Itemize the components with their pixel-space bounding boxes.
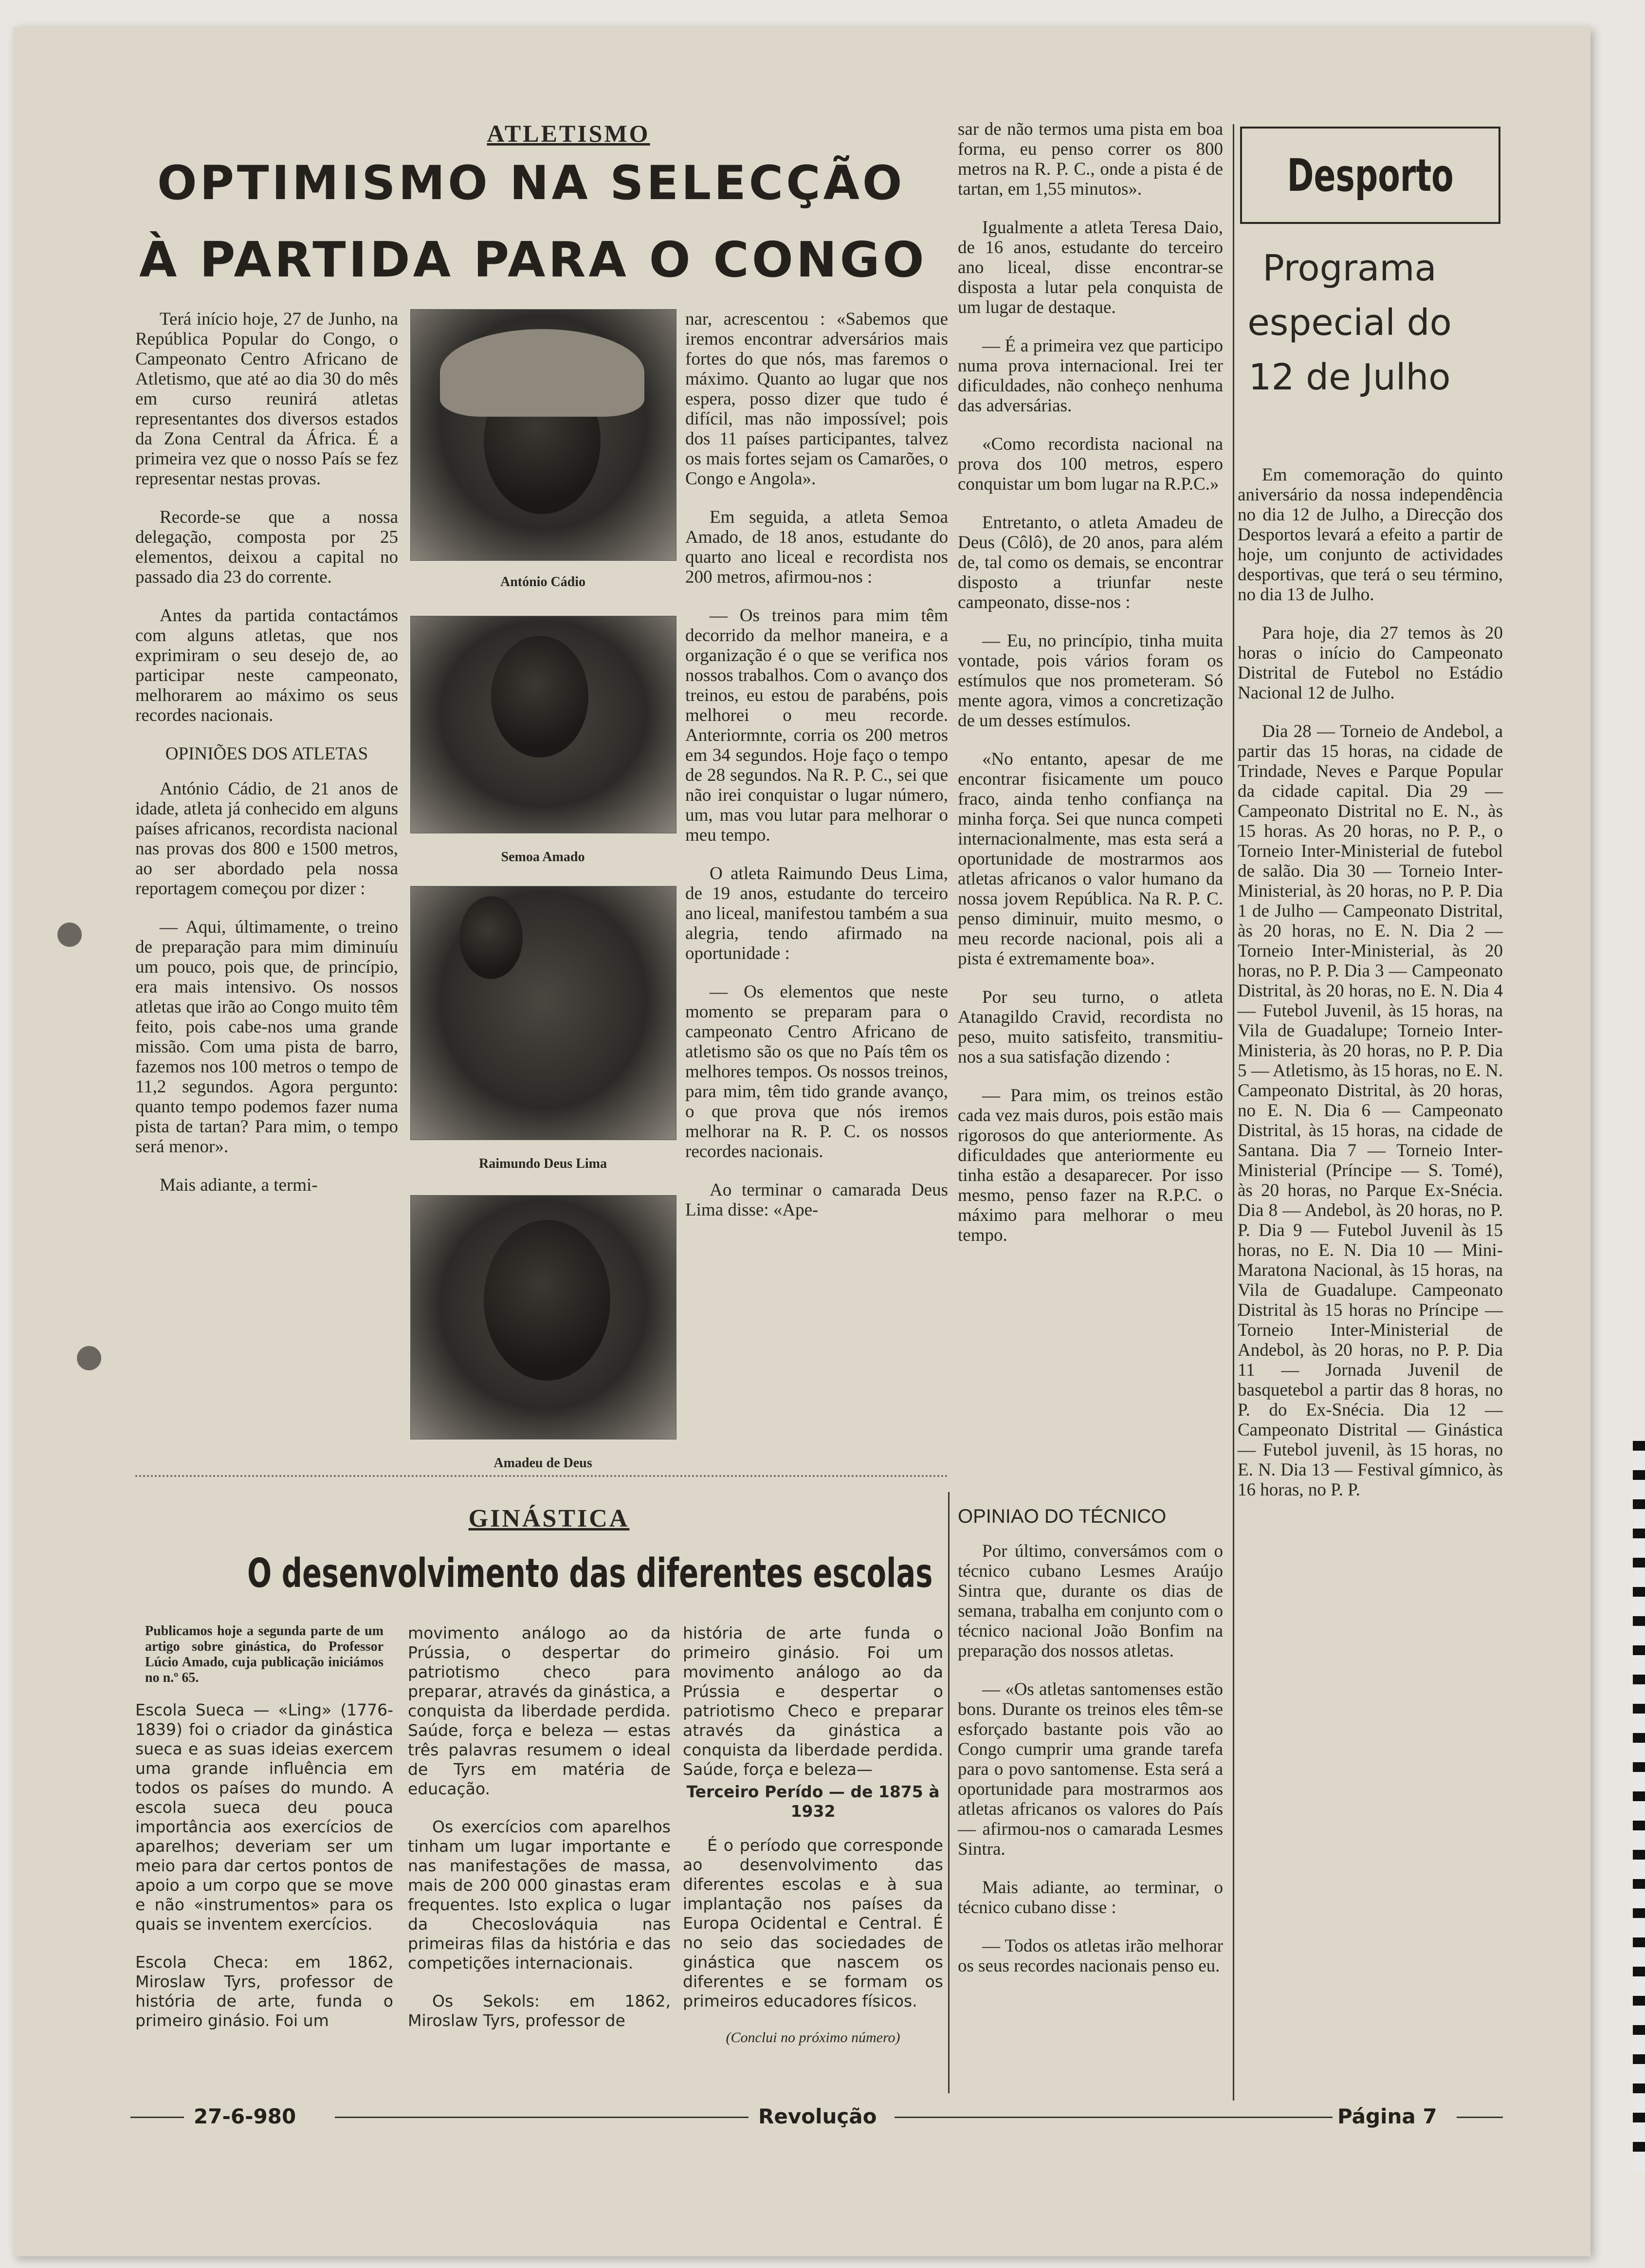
desporto-column — [1238, 465, 1503, 1518]
headline-line-1: OPTIMISMO NA SELECÇÃO — [157, 156, 905, 210]
paragraph: história de arte funda o primeiro ginásio. Foi um movimento análogo ao da Prússia e despertar o patriotismo Checo e preparar através da ginástica a conquista da liberdade perdida. Saúde, força e beleza— — [683, 1623, 943, 1779]
paragraph: Ao terminar o camarada Deus Lima disse: «Ape- — [685, 1180, 948, 1220]
paragraph: — É a primeira vez que participo numa prova internacional. Irei ter dificuldades, não conheço nenhuma das adversárias. — [958, 336, 1223, 416]
footer-date: 27-6-980 — [194, 2104, 296, 2128]
caption-raimundo-deus-lima: Raimundo Deus Lima — [479, 1156, 607, 1171]
ginastica-column-1 — [135, 1623, 393, 2049]
paragraph: Antes da partida contactámos com alguns atletas, que nos exprimiram o seu desejo de, ao participar neste campeonato, melhorarem ao máximo os seus recordes nacionais. — [135, 606, 398, 725]
footer-page-number: Página 7 — [1337, 2104, 1437, 2128]
paragraph: Entretanto, o atleta Amadeu de Deus (Côlô), de 20 anos, para além de, tal como os demais, se encontrar disposto a triunfar neste campeonato, disse-nos : — [958, 513, 1223, 612]
headline-line-2: À PARTIDA PARA O CONGO — [139, 231, 927, 288]
ginastica-intro: Publicamos hoje a segunda parte de um artigo sobre ginástica, do Professor Lúcio Amado, cuja publicação iniciámos no n.º 65. — [145, 1623, 384, 1685]
paragraph: Dia 28 — Torneio de Andebol, a partir das 15 horas, na cidade de Trindade, Neves e Parque Popular da cidade capital. Dia 29 — Campeonato Distrital no E. N., às 15 horas. As 20 horas, no P. P., o Torneio Inter-Ministerial de futebol de salão. Dia 30 — Torneio Inter-Ministerial, às 20 horas, no P. P. Dia 1 de Julho — Campeonato Distrital, às 20 horas, no E. N. Dia 2 — Torneio Inter-Ministerial, às 20 horas, no P. P. Dia 3 — Campeonato Distrital, às 20 horas, no E. N. Dia 4 — Futebol Juvenil, às 15 horas, na Vila de Guadalupe; Torneio Inter-Ministeria, às 20 horas, no P. P. Dia 5 — Atletismo, às 15 horas, no E. N. Campeonato Distrital, às 20 horas, no E. N. Dia 6 — Campeonato Distrital, às 15 horas, na cidade de Santana. Dia 7 — Torneio Inter-Ministerial (Príncipe — S. Tomé), às 20 horas, no Parque Ex-Snécia. Dia 8 — Andebol, às 20 horas, no P. P. Dia 9 — Futebol Juvenil às 15 horas, no E. N. Dia 10 — Mini-Maratona Nacional, às 15 horas, na Vila de Guadalupe. Campeonato Distrital às 15 horas no Príncipe — Torneio Inter-Ministerial de Andebol, às 20 horas, no P. P. Dia 11 — Jornada Juvenil de basquetebol a partir das 8 horas, no P. do Ex-Snécia. Dia 12 — Campeonato Distrital — Ginástica — Futebol juvenil, às 15 horas, no E. N. Dia 13 — Festival gímnico, às 16 horas, no P. P. — [1238, 721, 1503, 1500]
paragraph: Para hoje, dia 27 temos às 20 horas o início do Campeonato Distrital de Futebol no Estádio Nacional 12 de Julho. — [1238, 623, 1503, 703]
desporto-headline: Programa especial do 12 de Julho — [1247, 247, 1452, 398]
column-divider — [948, 1492, 950, 2093]
paragraph: — Todos os atletas irão melhorar os seus recordes nacionais penso eu. — [958, 1936, 1223, 1976]
paragraph: Em seguida, a atleta Semoa Amado, de 18 anos, estudante do quarto ano liceal e recordista nos 200 metros, afirmou-nos : — [685, 507, 948, 587]
section-label-atletismo: ATLETISMO — [487, 120, 650, 147]
paragraph: Escola Checa: em 1862, Miroslaw Tyrs, professor de história de arte, funda o primeiro ginásio. Foi um — [135, 1953, 393, 2030]
paragraph: Escola Sueca — «Ling» (1776-1839) foi o criador da ginástica sueca e as suas ideias exercem uma grande influência em todos os países do mundo. A escola sueca deu pouca importância aos exercícios de aparelhos; deveriam ser um meio para dar certos pontos de apoio a um corpo que se move e não «instrumentos» para os quais se inventem exercícios. — [135, 1700, 393, 1934]
desporto-box — [1240, 127, 1500, 224]
subhead-opinioes: OPINIÕES DOS ATLETAS — [165, 744, 368, 764]
article-column-4 — [958, 119, 1223, 1264]
paragraph: — Aqui, últimamente, o treino de preparação para mim diminuíu um pouco, pois que, de princípio, era mais intensivo. Os nossos atletas que irão ao Congo muito têm feito, pois cabe-nos uma grande missão. Com uma pista de barro, fazemos nos 100 metros o tempo de 11,2 segundos. Agora pergunto: quanto tempo podemos fazer numa pista de tartan? Para mim, o tempo será menor». — [135, 917, 398, 1157]
newspaper-page — [14, 27, 1590, 2256]
footer-rule — [1457, 2117, 1503, 2118]
photo-amadeu-de-deus — [410, 1195, 676, 1439]
paragraph: movimento análogo ao da Prússia, o despertar do patriotismo checo para preparar, através da ginástica, a conquista da liberdade perdida. Saúde, força e beleza — estas três palavras resumem o ideal de Tyrs em matéria de educação. — [408, 1623, 671, 1798]
paragraph: nar, acrescentou : «Sabemos que iremos encontrar adversários mais fortes do que nós, mas faremos o máximo. Quanto ao lugar que nos espera, posso dizer que tudo é difícil, mas não impossível; pois dos 11 países participantes, talvez os mais fortes sejam os Camarões, o Congo e Angola». — [685, 309, 948, 489]
paragraph: Os exercícios com aparelhos tinham um lugar importante e nas manifestações de massa, mais de 200 000 ginastas eram frequentes. Isto explica o lugar da Checoslováquia nas primeiras filas da história e das competições internacionais. — [408, 1817, 671, 1973]
section-label-ginastica: GINÁSTICA — [468, 1505, 630, 1532]
paragraph: «No entanto, apesar de me encontrar fisicamente um pouco fraco, ainda tenho confiança na minha força. Sei que nunca competi internacionalmente, mas esta será a oportunidade de mostrarmos aos atletas africanos o valor humano da nossa jovem República. Na R. P. C. penso diminuir, muito mesmo, o meu recorde nacional, pois ali a pista é extremamente boa». — [958, 749, 1223, 969]
ginastica-column-3 — [683, 1623, 943, 2046]
photo-antonio-cadio — [410, 309, 676, 561]
paragraph: Em comemoração do quinto aniversário da nossa independência no dia 12 de Julho, a Direcção dos Desportos levará a efeito a partir de hoje, um conjunto de actividades desportivas, que terá o seu término, no dia 13 de Julho. — [1238, 465, 1503, 605]
ginastica-subhead: Terceiro Perído — de 1875 à 1932 — [686, 1782, 940, 1821]
tecnico-column — [958, 1507, 1223, 1994]
caption-antonio-cadio: António Cádio — [500, 574, 586, 590]
footer-rule — [130, 2117, 184, 2118]
paragraph: Igualmente a atleta Teresa Daio, de 16 anos, estudante do terceiro ano liceal, disse encontrar-se disposta a lutar pela conquista de um lugar de destaque. — [958, 218, 1223, 317]
footer-rule — [895, 2117, 1333, 2118]
caption-amadeu-de-deus: Amadeu de Deus — [494, 1456, 592, 1471]
paragraph: — Os treinos para mim têm decorrido da melhor maneira, e a organização é o que se verifica nos nossos trabalhos. Com o avanço dos treinos, eu estou de parabéns, pois melhorei o meu recorde. Anteriormnte, corria os 200 metros em 34 segundos. Hoje faço o tempo de 28 segundos. Na R. P. C., sei que não irei conquistar o lugar número, um, mas vou lutar para melhorar o meu tempo. — [685, 606, 948, 845]
paragraph: sar de não termos uma pista em boa forma, eu penso correr os 800 metros na R. P. C., onde a pista é de tartan, em 1,55 minutos». — [958, 119, 1223, 199]
paragraph: — Os elementos que neste momento se preparam para o campeonato Centro Africano de atletismo são os que no País têm os melhores tempos. Os nossos treinos, para mim, têm tido grande avanço, o que prova que nós iremos melhorar na R. P. C. os nossos recordes nacionais. — [685, 982, 948, 1162]
paragraph: — «Os atletas santomenses estão bons. Durante os treinos eles têm-se esforçado bastante pois vão ao Congo cumprir uma grande tarefa para o povo santomense. Esta será a oportunidade para mostrarmos aos atletas africanos os valores do País — afirmou-nos o camarada Lesmes Sintra. — [958, 1679, 1223, 1859]
punch-hole — [57, 922, 82, 947]
footer-rule — [335, 2117, 749, 2118]
caption-semoa-amado: Semoa Amado — [501, 849, 585, 865]
article-column-3 — [685, 309, 948, 1238]
ginastica-headline: O desenvolvimento das diferentes escolas — [247, 1550, 933, 1597]
paragraph: Por seu turno, o atleta Atanagildo Cravid, recordista no peso, muito satisfeito, transmitiu-nos a sua satisfação dizendo : — [958, 987, 1223, 1067]
scan-calibration-strip — [1633, 1441, 1645, 2171]
dotted-separator — [135, 1475, 948, 1482]
paragraph: Mais adiante, a termi- — [160, 1175, 318, 1195]
continuation-note: (Conclui no próximo número) — [726, 2029, 900, 2046]
desporto-title: Desporto — [1287, 149, 1454, 202]
photo-semoa-amado — [410, 616, 676, 833]
paragraph: Terá início hoje, 27 de Junho, na República Popular do Congo, o Campeonato Centro Africano de Atletismo, que até ao dia 30 do mês em curso reunirá atletas representantes dos diversos estados da Zona Central da África. É a primeira vez que o nosso País se fez representar nestas provas. — [135, 309, 398, 489]
paragraph: António Cádio, de 21 anos de idade, atleta já conhecido em alguns países africanos, recordista nacional nas provas dos 800 e 1500 metros, ao ser abordado pela nossa reportagem começou por dizer : — [135, 779, 398, 899]
ginastica-column-2 — [408, 1623, 671, 2049]
paragraph: Recorde-se que a nossa delegação, composta por 25 elementos, deixou a capital no passado dia 23 do corrente. — [135, 507, 398, 587]
paragraph: «Como recordista nacional na prova dos 100 metros, espero conquistar um bom lugar na R.P.C.» — [958, 434, 1223, 494]
photo-raimundo-deus-lima — [410, 886, 676, 1140]
paragraph: Mais adiante, ao terminar, o técnico cubano disse : — [958, 1878, 1223, 1918]
paragraph: — Para mim, os treinos estão cada vez mais duros, pois estão mais rigorosos do que anteriormente. As dificuldades que anteriormente eu tinha estão a desaparecer. Por isso mesmo, penso fazer na R.P.C. o máximo para melhorar o meu tempo. — [958, 1086, 1223, 1245]
paragraph: É o período que corresponde ao desenvolvimento das diferentes escolas e à sua implantação nos países da Europa Ocidental e Central. É no seio das sociedades de ginástica que nascem os diferentes e se formam os primeiros educadores físicos. — [683, 1836, 943, 2010]
column-divider — [1233, 124, 1234, 2101]
paragraph: Por último, conversámos com o técnico cubano Lesmes Araújo Sintra que, durante os dias de semana, trabalha em conjunto com o técnico nacional João Bonfim na preparação dos nossos atletas. — [958, 1541, 1223, 1661]
paragraph: O atleta Raimundo Deus Lima, de 19 anos, estudante do terceiro ano liceal, manifestou também a sua alegria, tendo afirmado na oportunidade : — [685, 864, 948, 963]
article-column-1 — [135, 309, 398, 1214]
subhead-tecnico: OPINIAO DO TÉCNICO — [958, 1506, 1167, 1527]
paragraph: Os Sekols: em 1862, Miroslaw Tyrs, professor de — [408, 1991, 671, 2030]
paragraph: — Eu, no princípio, tinha muita vontade, pois vários foram os estímulos que nos prometeram. Só mente agora, vimos a concretização de um desses estímulos. — [958, 631, 1223, 731]
footer-paper-name: Revolução — [758, 2104, 877, 2128]
punch-hole — [77, 1346, 101, 1370]
